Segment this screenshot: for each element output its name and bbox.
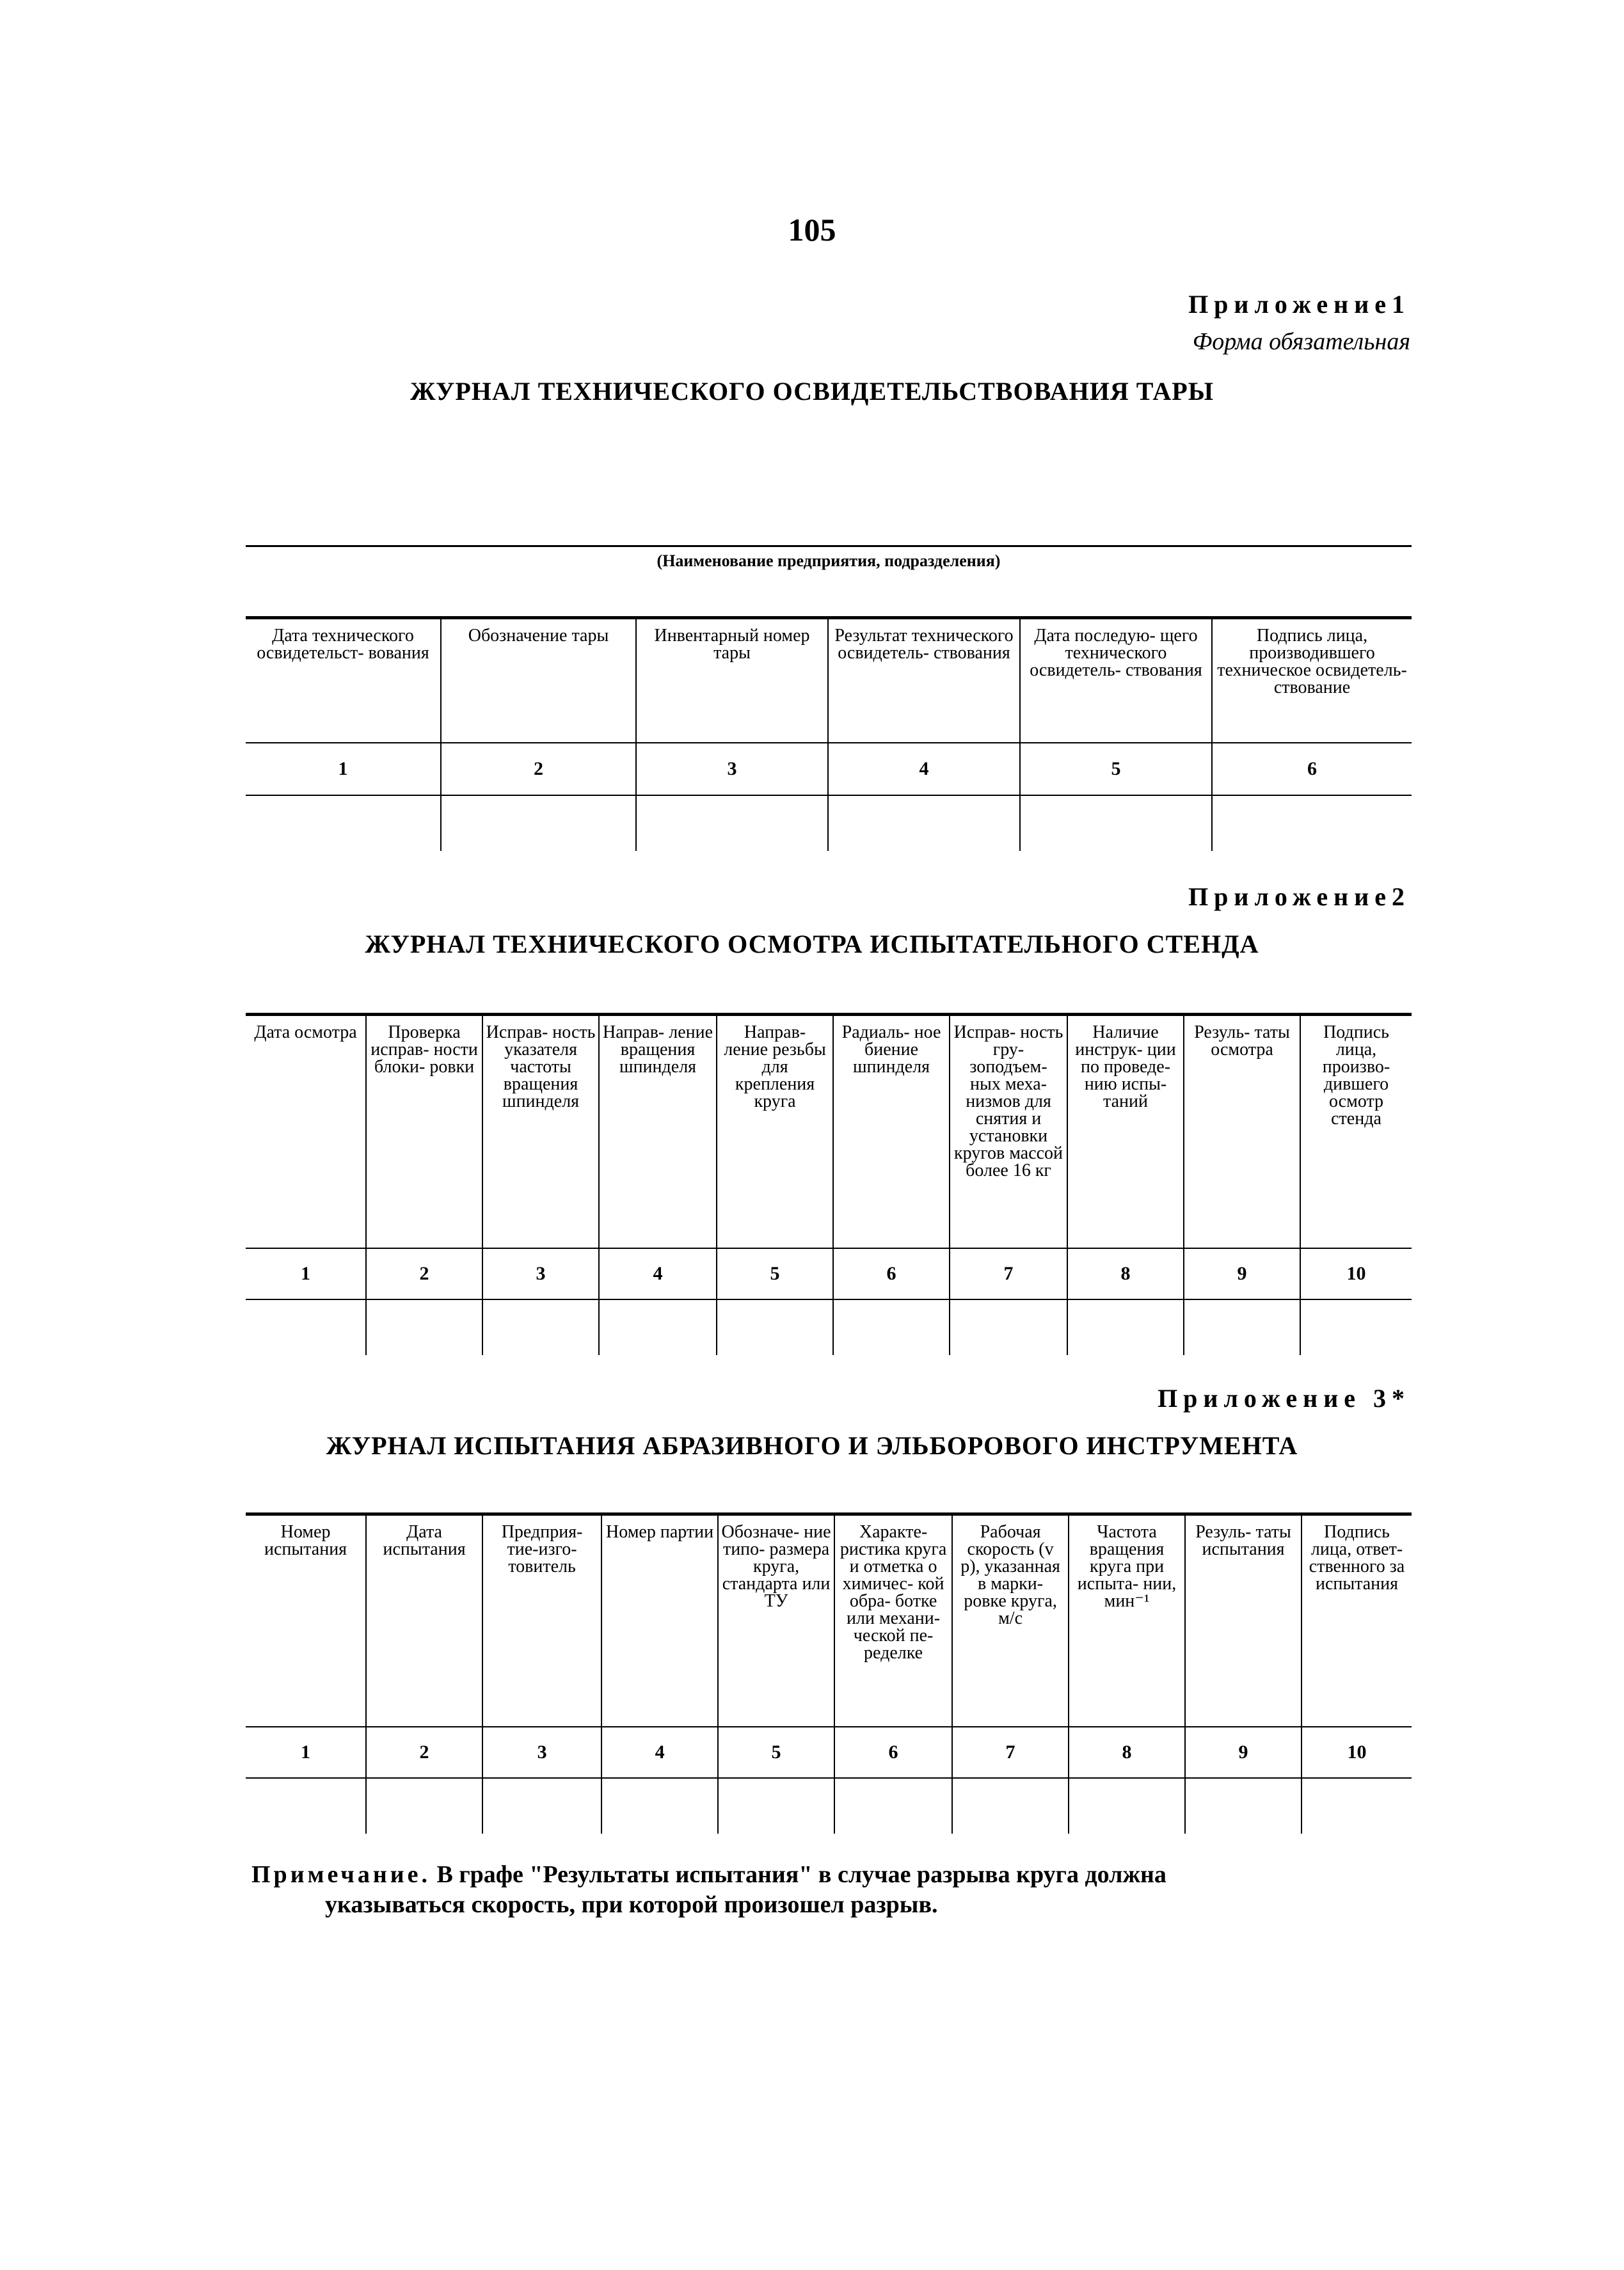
table-header-row (246, 1514, 1412, 1727)
column-number: 3 (636, 743, 828, 795)
column-number: 8 (1069, 1727, 1185, 1778)
table-header-row (246, 1015, 1412, 1249)
empty-cell (1069, 1778, 1185, 1834)
note (251, 1860, 1166, 1889)
empty-cell (1212, 795, 1412, 851)
empty-cell (1185, 1778, 1302, 1834)
column-number: 1 (246, 1248, 366, 1299)
note-label: Примечание. (251, 1861, 431, 1888)
column-header: Обозначение тары (441, 618, 636, 743)
table-row (246, 1778, 1412, 1834)
column-number: 7 (950, 1248, 1067, 1299)
column-header: Исправ- ность гру- зоподъем- ных меха- низмов для снятия и установки кругов массой более 16 кг (950, 1015, 1067, 1249)
column-number: 9 (1184, 1248, 1300, 1299)
empty-cell (246, 1778, 366, 1834)
table-header-row (246, 618, 1412, 743)
column-number: 6 (833, 1248, 950, 1299)
column-number: 5 (717, 1248, 833, 1299)
column-number: 2 (441, 743, 636, 795)
column-header: Дата технического освидетельст- вования (246, 618, 441, 743)
column-header: Обозначе- ние типо- размера круга, стандарта или ТУ (718, 1514, 834, 1727)
empty-cell (1067, 1299, 1184, 1355)
empty-cell (1300, 1299, 1412, 1355)
column-header: Инвентарный номер тары (636, 618, 828, 743)
empty-cell (246, 795, 441, 851)
column-header: Частота вращения круга при испыта- нии, мин⁻¹ (1069, 1514, 1185, 1727)
column-number: 7 (952, 1727, 1069, 1778)
column-number: 10 (1300, 1248, 1412, 1299)
column-header: Подпись лица, производившего техническое освидетель- ствование (1212, 618, 1412, 743)
note-text-line-1: В графе "Результаты испытания" в случае разрыва круга должна (436, 1861, 1166, 1888)
empty-cell (482, 1778, 601, 1834)
column-number: 6 (1212, 743, 1412, 795)
empty-cell (828, 795, 1020, 851)
empty-cell (1302, 1778, 1412, 1834)
journal-3-table (246, 1512, 1412, 1834)
column-number: 4 (601, 1727, 718, 1778)
empty-cell (718, 1778, 834, 1834)
empty-cell (601, 1778, 718, 1834)
column-header: Направ- ление резьбы для крепления круга (717, 1015, 833, 1249)
column-number-row (246, 1248, 1412, 1299)
empty-cell (246, 1299, 366, 1355)
column-header: Резуль- таты осмотра (1184, 1015, 1300, 1249)
column-number: 3 (482, 1727, 601, 1778)
column-header: Предприя- тие-изго- товитель (482, 1514, 601, 1727)
column-header: Номер партии (601, 1514, 718, 1727)
column-header: Дата испытания (366, 1514, 482, 1727)
journal-2-table (246, 1013, 1412, 1355)
journal-1-table (246, 616, 1412, 851)
empty-cell (441, 795, 636, 851)
empty-cell (952, 1778, 1069, 1834)
empty-cell (717, 1299, 833, 1355)
column-number-row (246, 1727, 1412, 1778)
empty-cell (482, 1299, 599, 1355)
column-header: Подпись лица, произво- дившего осмотр стенда (1300, 1015, 1412, 1249)
column-number: 2 (366, 1727, 482, 1778)
journal-3-title: ЖУРНАЛ ИСПЫТАНИЯ АБРАЗИВНОГО И ЭЛЬБОРОВОГО ИНСТРУМЕНТА (326, 1431, 1298, 1460)
column-number: 2 (366, 1248, 482, 1299)
table-row (246, 795, 1412, 851)
page-number: 105 (788, 212, 836, 248)
column-header: Характе- ристика круга и отметка о химичес- кой обра- ботке или механи- ческой пе- ределке (834, 1514, 952, 1727)
column-number: 3 (482, 1248, 599, 1299)
column-number: 9 (1185, 1727, 1302, 1778)
column-header: Радиаль- ное биение шпинделя (833, 1015, 950, 1249)
column-number: 1 (246, 743, 441, 795)
appendix-1-label: Приложение1 (1188, 290, 1410, 319)
column-header: Номер испытания (246, 1514, 366, 1727)
empty-cell (636, 795, 828, 851)
appendix-2-label: Приложение2 (1188, 882, 1410, 911)
empty-cell (599, 1299, 717, 1355)
table-row (246, 1299, 1412, 1355)
empty-cell (834, 1778, 952, 1834)
column-header: Подпись лица, ответ- ственного за испытания (1302, 1514, 1412, 1727)
organization-fill-line (246, 545, 1412, 547)
column-header: Наличие инструк- ции по проведе- нию испы- таний (1067, 1015, 1184, 1249)
journal-2-title: ЖУРНАЛ ТЕХНИЧЕСКОГО ОСМОТРА ИСПЫТАТЕЛЬНОГО СТЕНДА (365, 930, 1259, 958)
note-text-line-2: указываться скорость, при которой произошел разрыв. (325, 1891, 938, 1918)
empty-cell (833, 1299, 950, 1355)
column-number: 10 (1302, 1727, 1412, 1778)
column-header: Результат технического освидетель- ствования (828, 618, 1020, 743)
column-header: Резуль- таты испытания (1185, 1514, 1302, 1727)
column-header: Дата последую- щего технического освидетель- ствования (1020, 618, 1212, 743)
column-number: 4 (599, 1248, 717, 1299)
journal-1-title: ЖУРНАЛ ТЕХНИЧЕСКОГО ОСВИДЕТЕЛЬСТВОВАНИЯ ТАРЫ (410, 377, 1214, 406)
column-header: Рабочая скорость (v р), указанная в марки- ровке круга, м/с (952, 1514, 1069, 1727)
column-number: 5 (718, 1727, 834, 1778)
column-number-row (246, 743, 1412, 795)
column-number: 4 (828, 743, 1020, 795)
appendix-3-label: Приложение 3* (1158, 1384, 1410, 1413)
column-header: Направ- ление вращения шпинделя (599, 1015, 717, 1249)
column-number: 8 (1067, 1248, 1184, 1299)
column-number: 6 (834, 1727, 952, 1778)
empty-cell (1020, 795, 1212, 851)
form-note: Форма обязательная (1192, 328, 1410, 355)
column-number: 5 (1020, 743, 1212, 795)
empty-cell (366, 1778, 482, 1834)
empty-cell (366, 1299, 482, 1355)
column-number: 1 (246, 1727, 366, 1778)
empty-cell (950, 1299, 1067, 1355)
column-header: Дата осмотра (246, 1015, 366, 1249)
column-header: Исправ- ность указателя частоты вращения шпинделя (482, 1015, 599, 1249)
organization-caption: (Наименование предприятия, подразделения) (657, 552, 1001, 570)
empty-cell (1184, 1299, 1300, 1355)
column-header: Проверка исправ- ности блоки- ровки (366, 1015, 482, 1249)
